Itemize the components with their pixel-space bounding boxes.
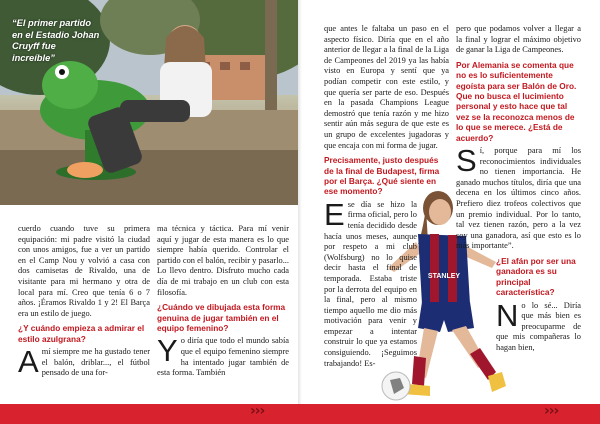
player-photo: [0, 0, 298, 205]
answer-2-text: o diría que todo el mundo sabía que el equipo femenino siempre ha intentado jugar también de esta forma. También: [157, 336, 289, 378]
footer-chevrons-left: ›››: [250, 403, 265, 419]
column-3-text: que antes le faltaba un paso en el aspecto físico. Diría que en el año anterior de llegar a la final de la Liga de Campeones del 2019 ya las había visto en Europa y sentí que ya podían competir con este estilo, y que quería ser parte de eso. Después en la pasada Champions League demostró que tenía razón y me hizo sentir aún más segura de que este es un grupo de excelentes jugadoras y que encaja con mi forma de jugar.: [324, 24, 449, 150]
drop-cap-y: Y: [157, 333, 178, 369]
text-column-3: [324, 24, 449, 372]
column-2-text: ma técnica y táctica. Para mí venir aquí y jugar de esta manera es lo que siempre había querido. Controlar el partido con el balón, recibir y pasarlo... Lo llevo dentro. Disfruto mucho cada día de mi trabajo en un club con esta filosofía.: [157, 224, 289, 297]
text-column-2: [157, 224, 289, 382]
answer-2: [157, 333, 289, 378]
page-gutter: [298, 0, 302, 404]
footer-bar: [0, 404, 600, 424]
drop-cap-s: S: [456, 143, 477, 179]
drop-cap-n: N: [496, 297, 519, 333]
jersey-sponsor: STANLEY: [427, 273, 461, 280]
question-1: ¿Y cuándo empieza a admirar el estilo azulgrana?: [18, 323, 145, 344]
drop-cap-e: E: [324, 196, 345, 232]
drop-cap-a: A: [18, 344, 39, 380]
footer-chevrons-right: ›››: [544, 403, 559, 419]
question-4: Por Alemania se comenta que no es lo suficientemente egoísta para ser Balón de Oro. Que no busca el lucimiento personal y esto hace que tal vez se la reconozca menos de lo que se merece. ¿Está de acuerdo?: [456, 59, 577, 143]
answer-3: [324, 196, 417, 370]
text-column-4: [456, 24, 581, 357]
answer-5: [496, 297, 581, 354]
answer-4: [456, 143, 581, 252]
photo-caption: “El primer partido en el Estadio Johan Cruyff fue increíble”: [12, 18, 100, 63]
question-5: ¿El afán por ser una ganadora es su principal característica?: [496, 255, 576, 298]
answer-5-text: o lo sé... Diría que más bien es preocuparme de que mis compañeras lo hagan bien,: [496, 300, 581, 352]
answer-3-text: se día se hizo la firma oficial, pero lo tenía decidido desde hacía unos meses, aunque por respeto a mi club (Wolfsburg) no lo quise decir hasta el final de temporada. Estaba triste por la derrota del equipo en la final, pero al mismo tiempo aquello me dio más motivación para venir y empezar a intentar construir lo que ya estamos consiguiendo. ¡Seguimos trabajando! Es-: [324, 199, 417, 368]
question-3: Precisamente, justo después de la final de Budapest, firma por el Barça. ¿Qué siente en ese momento?: [324, 155, 440, 197]
question-2: ¿Cuándo ve dibujada esta forma genuina de jugar también en el equipo femenino?: [157, 302, 286, 333]
column-4-intro: pero que podamos volver a llegar a la final y lograr el máximo objetivo de ganar la Liga de Campeones.: [456, 24, 581, 55]
column-1-intro: cuerdo cuando tuve su primera equipación: mi padre visitó la ciudad con unos amigos, fue a ver un partido en el Camp Nou y volvió a casa con dos camisetas de Rivaldo, una de visitante para mi hermano y otra de local para mí. Creo que tenía 6 o 7 años. ¡Éramos Rivaldo 1 y 2! El Barça era un estilo de juego.: [18, 224, 150, 318]
text-column-1: [18, 224, 150, 382]
answer-4-text: í, porque para mí los reconocimientos individuales no tienen importancia. He ganado muchos títulos, diría que una decena en los últimos cinco años. Prefiero diez trofeos colectivos que un premio individual. Por lo tanto, tal vez tienen razón, pero a la vez soy una ganadora, así que esto es lo más importante”.: [456, 146, 581, 251]
answer-1-text: mí siempre me ha gustado tener el balón, driblar..., el fútbol pensado de una for-: [41, 347, 150, 378]
answer-1: [18, 344, 150, 380]
